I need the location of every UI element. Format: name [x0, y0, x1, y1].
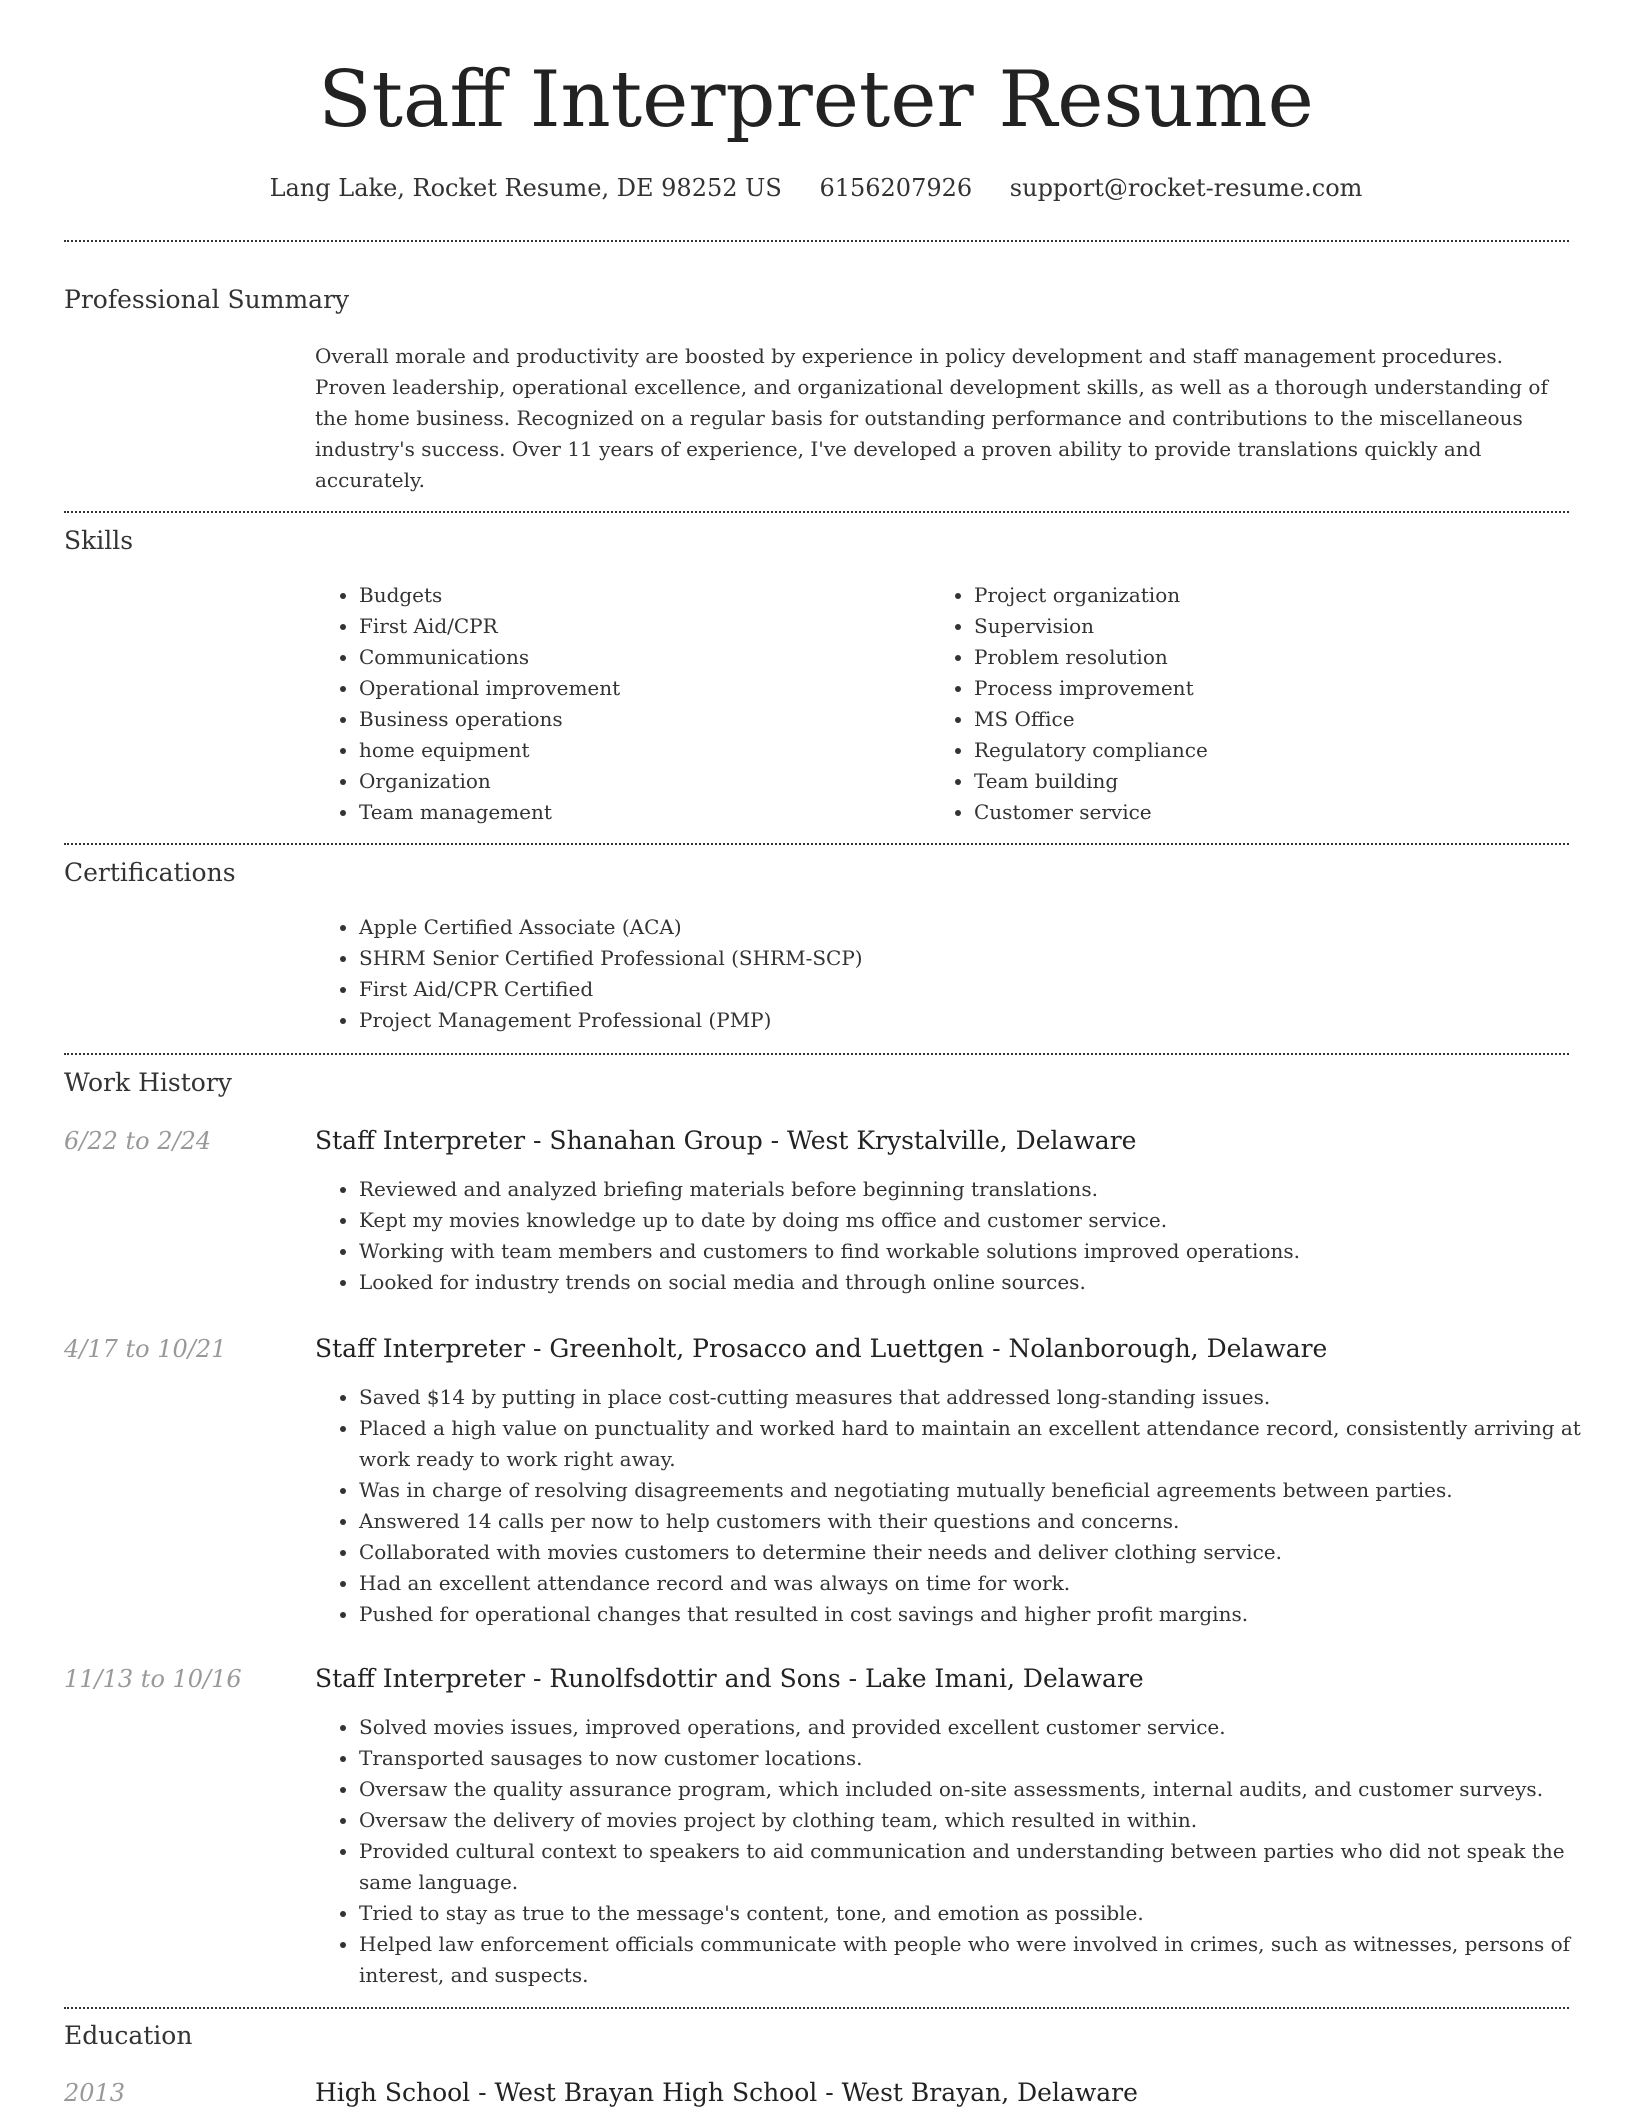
skill-item: • Process improvement	[974, 673, 1574, 704]
job-dates: 11/13 to 10/16	[64, 1665, 242, 1693]
skill-item: • Team building	[974, 766, 1574, 797]
job-bullet: • Saved $14 by putting in place cost-cutting measures that addressed long-standing issues.	[359, 1382, 1609, 1413]
section-divider	[64, 2007, 1569, 2009]
job-title: Staff Interpreter - Greenholt, Prosacco and Luettgen - Nolanborough, Delaware	[315, 1334, 1328, 1363]
skill-item: • Customer service	[974, 797, 1574, 828]
certification-item: • First Aid/CPR Certified	[359, 974, 1609, 1005]
contact-email: support@rocket-resume.com	[1009, 174, 1363, 202]
skill-item: • Organization	[359, 766, 929, 797]
job-title: Staff Interpreter - Shanahan Group - West Krystalville, Delaware	[315, 1126, 1137, 1155]
job-bullets	[315, 1712, 1609, 1991]
contact-address: Lang Lake, Rocket Resume, DE 98252 US	[269, 174, 782, 202]
skill-item: • Problem resolution	[974, 642, 1574, 673]
skill-item: • home equipment	[359, 735, 929, 766]
summary-text: Overall morale and productivity are boosted by experience in policy development and staff management procedures. Proven leadership, operational excellence, and organizational development skills, as well as a thorough understanding of the home business. Recognized on a regular basis for outstanding performance and contributions to the miscellaneous industry's success. Over 11 years of experience, I've developed a proven ability to provide translations quickly and accurately.	[315, 344, 1548, 492]
section-divider	[64, 843, 1569, 845]
job-bullet: • Looked for industry trends on social media and through online sources.	[359, 1267, 1609, 1298]
job-bullet: • Had an excellent attendance record and was always on time for work.	[359, 1568, 1609, 1599]
skill-item: • Team management	[359, 797, 929, 828]
job-dates: 4/17 to 10/21	[64, 1335, 227, 1363]
certifications-list	[315, 912, 1609, 1036]
job-bullet: • Solved movies issues, improved operations, and provided excellent customer service.	[359, 1712, 1609, 1743]
section-divider	[64, 240, 1569, 242]
job-bullet: • Collaborated with movies customers to determine their needs and deliver clothing service.	[359, 1537, 1609, 1568]
education-title: High School - West Brayan High School - West Brayan, Delaware	[315, 2078, 1138, 2107]
job-dates: 6/22 to 2/24	[64, 1127, 212, 1155]
skill-item: • Operational improvement	[359, 673, 929, 704]
job-bullets	[315, 1382, 1609, 1630]
section-divider	[64, 1053, 1569, 1055]
job-bullet: • Transported sausages to now customer locations.	[359, 1743, 1609, 1774]
job-bullet: • Tried to stay as true to the message's content, tone, and emotion as possible.	[359, 1898, 1609, 1929]
skill-item: • Communications	[359, 642, 929, 673]
skill-item: • Business operations	[359, 704, 929, 735]
job-bullet: • Oversaw the quality assurance program, which included on-site assessments, internal audits, and customer surveys.	[359, 1774, 1609, 1805]
job-bullet: • Pushed for operational changes that resulted in cost savings and higher profit margins.	[359, 1599, 1609, 1630]
job-bullet: • Placed a high value on punctuality and worked hard to maintain an excellent attendance record, consistently arriving at work ready to work right away.	[359, 1413, 1609, 1475]
job-bullet: • Oversaw the delivery of movies project by clothing team, which resulted in within.	[359, 1805, 1609, 1836]
job-bullet: • Provided cultural context to speakers to aid communication and understanding between parties who did not speak the same language.	[359, 1836, 1609, 1898]
job-title: Staff Interpreter - Runolfsdottir and Sons - Lake Imani, Delaware	[315, 1664, 1144, 1693]
skill-item: • MS Office	[974, 704, 1574, 735]
work-history-heading: Work History	[64, 1068, 232, 1097]
skill-item: • First Aid/CPR	[359, 611, 929, 642]
job-bullet: • Reviewed and analyzed briefing materials before beginning translations.	[359, 1174, 1609, 1205]
job-bullet: • Kept my movies knowledge up to date by doing ms office and customer service.	[359, 1205, 1609, 1236]
certification-item: • Apple Certified Associate (ACA)	[359, 912, 1609, 943]
job-bullet: • Was in charge of resolving disagreements and negotiating mutually beneficial agreements between parties.	[359, 1475, 1609, 1506]
skill-item: • Supervision	[974, 611, 1574, 642]
certification-item: • Project Management Professional (PMP)	[359, 1005, 1609, 1036]
skill-item: • Regulatory compliance	[974, 735, 1574, 766]
summary-heading: Professional Summary	[64, 285, 350, 314]
skill-item: • Budgets	[359, 580, 929, 611]
certifications-heading: Certifications	[64, 858, 236, 887]
contact-line	[0, 172, 1632, 204]
job-bullet: • Answered 14 calls per now to help customers with their questions and concerns.	[359, 1506, 1609, 1537]
job-bullet: • Helped law enforcement officials communicate with people who were involved in crimes, such as witnesses, persons of interest, and suspects.	[359, 1929, 1609, 1991]
skills-list-right	[930, 580, 1574, 828]
education-heading: Education	[64, 2021, 193, 2050]
job-bullets	[315, 1174, 1609, 1298]
section-divider	[64, 511, 1569, 513]
education-year: 2013	[64, 2079, 126, 2107]
job-bullet: • Working with team members and customers to find workable solutions improved operations.	[359, 1236, 1609, 1267]
skills-heading: Skills	[64, 526, 134, 555]
certification-item: • SHRM Senior Certified Professional (SHRM-SCP)	[359, 943, 1609, 974]
skills-list-left	[315, 580, 929, 828]
contact-phone: 6156207926	[819, 174, 973, 202]
skill-item: • Project organization	[974, 580, 1574, 611]
resume-title: Staff Interpreter Resume	[318, 55, 1314, 145]
